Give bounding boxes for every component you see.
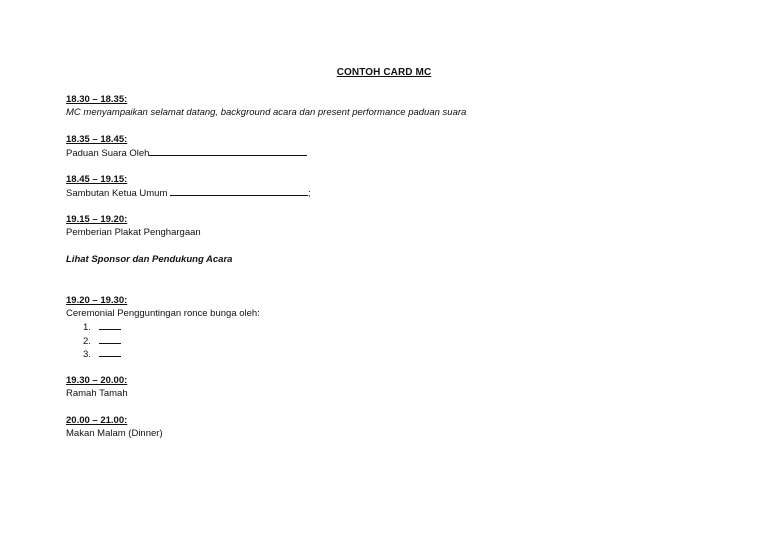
- fill-in-blank: [99, 347, 121, 357]
- schedule-time: 19.30 – 20.00:: [66, 375, 128, 386]
- page-title: CONTOH CARD MC: [336, 67, 432, 78]
- schedule-item: [66, 173, 311, 200]
- fill-in-blank: [170, 186, 308, 196]
- list-number: 3.: [83, 349, 91, 360]
- list-item: [66, 347, 260, 361]
- list-item: [66, 334, 260, 348]
- schedule-item: [66, 213, 201, 239]
- schedule-item: [66, 93, 466, 119]
- schedule-item: [66, 133, 307, 160]
- schedule-description: Sambutan Ketua Umum: [66, 188, 168, 199]
- schedule-item: [66, 374, 128, 400]
- schedule-description-row: [66, 186, 311, 200]
- schedule-description-row: [66, 146, 307, 160]
- sponsor-note-text: Lihat Sponsor dan Pendukung Acara: [66, 254, 233, 265]
- schedule-time: 18.45 – 19.15:: [66, 174, 128, 185]
- schedule-time: 19.20 – 19.30:: [66, 295, 128, 306]
- schedule-description: Paduan Suara Oleh: [66, 148, 150, 159]
- schedule-time: 18.30 – 18.35:: [66, 94, 128, 105]
- fill-in-blank: [149, 146, 307, 156]
- schedule-description: Ramah Tamah: [66, 388, 128, 399]
- fill-in-blank: [99, 320, 121, 330]
- list-number: 1.: [83, 322, 91, 333]
- schedule-time: 19.15 – 19.20:: [66, 214, 128, 225]
- fill-in-blank: [99, 334, 121, 344]
- description-suffix: ;: [308, 188, 311, 199]
- list-number: 2.: [83, 335, 91, 347]
- list-item: [66, 320, 260, 334]
- schedule-item: [66, 414, 163, 440]
- sponsor-note: [66, 253, 232, 266]
- schedule-description: Ceremonial Pengguntingan ronce bunga oleh:: [66, 308, 260, 319]
- schedule-time: 18.35 – 18.45:: [66, 134, 128, 145]
- schedule-time: 20.00 – 21.00:: [66, 415, 128, 426]
- schedule-description: Pemberian Plakat Penghargaan: [66, 227, 201, 238]
- numbered-list: [66, 320, 260, 361]
- schedule-description: Makan Malam (Dinner): [66, 428, 163, 439]
- schedule-item: [66, 294, 260, 361]
- schedule-description: MC menyampaikan selamat datang, background acara dan present performance paduan suara: [66, 107, 467, 118]
